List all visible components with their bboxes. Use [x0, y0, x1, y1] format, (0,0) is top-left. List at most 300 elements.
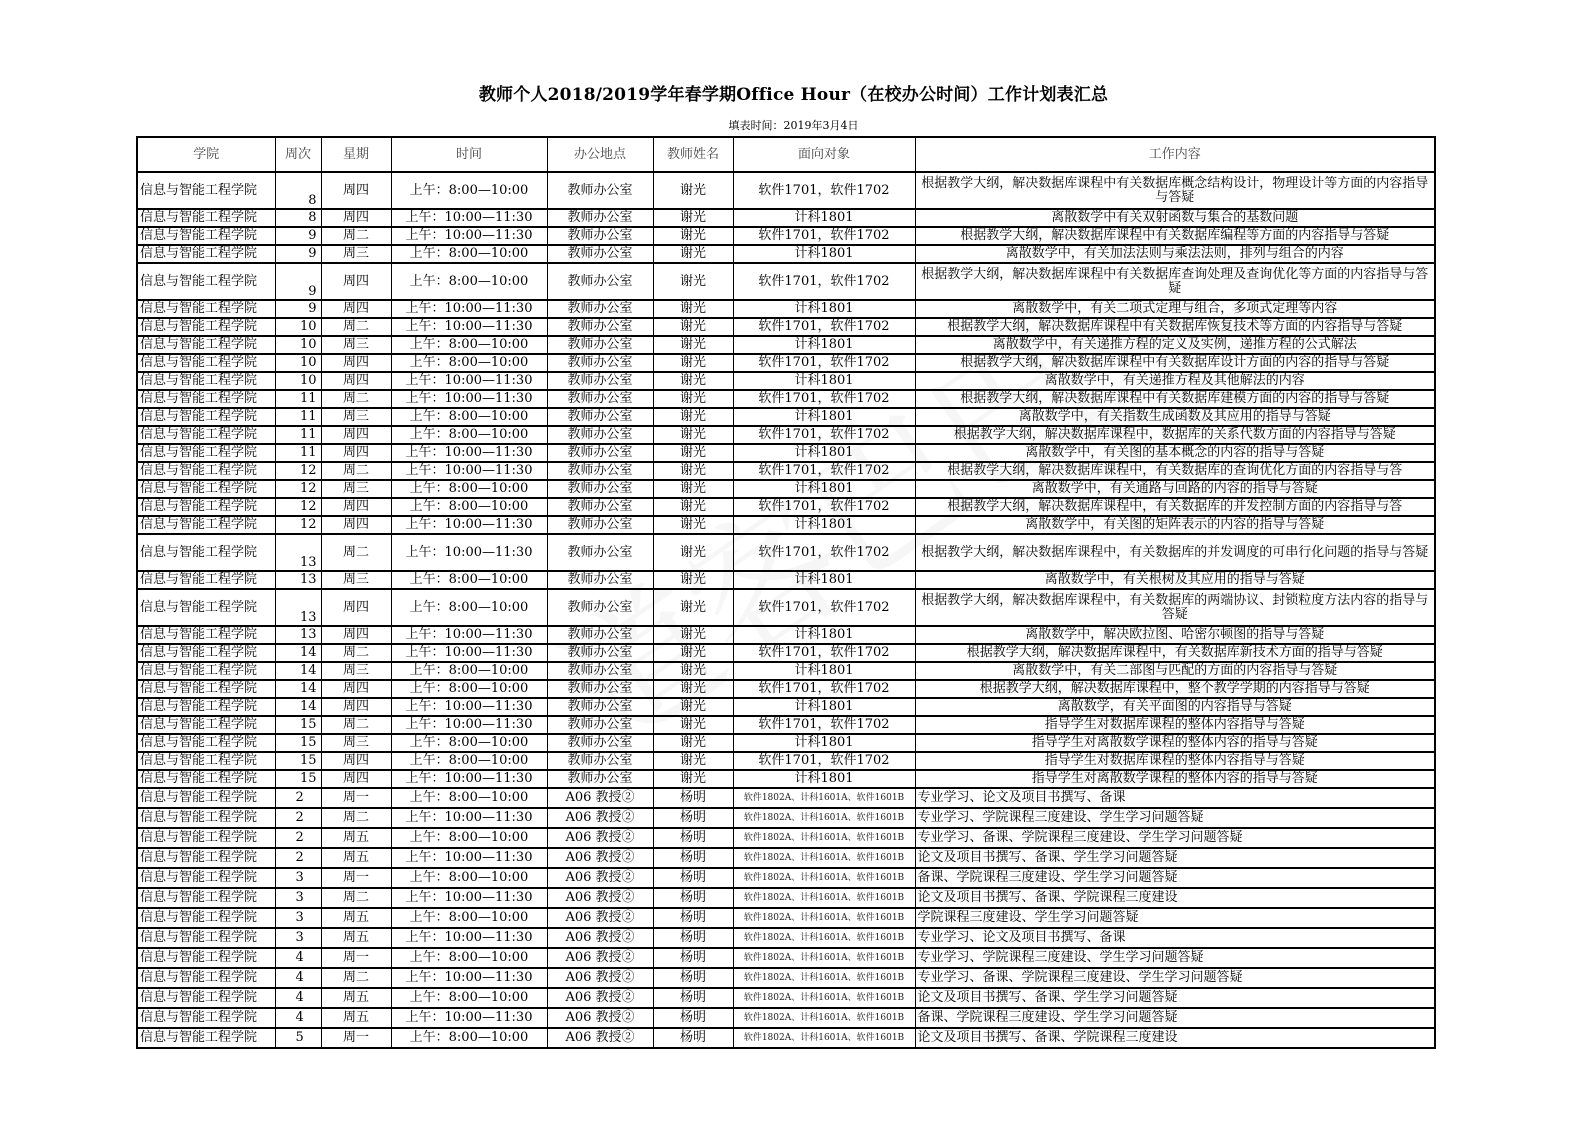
- cell-audience: 软件1701，软件1702: [733, 227, 915, 245]
- cell-audience: 软件1701，软件1702: [733, 390, 915, 408]
- table-row: [137, 462, 1435, 480]
- cell-audience: 软件1701，软件1702: [733, 172, 915, 209]
- cell-college: 信息与智能工程学院: [137, 480, 275, 498]
- cell-week: 14: [275, 662, 321, 680]
- table-row: [137, 498, 1435, 516]
- cell-teacher: 谢光: [653, 734, 733, 752]
- cell-week: 12: [275, 498, 321, 516]
- header-week: 周次: [275, 137, 321, 172]
- cell-teacher: 谢光: [653, 644, 733, 662]
- cell-location: 教师办公室: [547, 498, 653, 516]
- cell-teacher: 杨明: [653, 1008, 733, 1028]
- cell-content: 根据教学大纲，解决数据库课程中有关数据库编程等方面的内容指导与答疑: [915, 227, 1435, 245]
- cell-content: 离散数学中，有关通路与回路的内容的指导与答疑: [915, 480, 1435, 498]
- cell-location: A06 教授②: [547, 1008, 653, 1028]
- cell-week: 3: [275, 868, 321, 888]
- cell-time: 上午：8:00—10:00: [391, 354, 547, 372]
- cell-location: 教师办公室: [547, 752, 653, 770]
- cell-location: 教师办公室: [547, 227, 653, 245]
- table-row: [137, 868, 1435, 888]
- cell-audience: 计科1801: [733, 734, 915, 752]
- cell-college: 信息与智能工程学院: [137, 698, 275, 716]
- cell-weekday: 周二: [321, 534, 391, 571]
- cell-teacher: 杨明: [653, 928, 733, 948]
- cell-college: 信息与智能工程学院: [137, 734, 275, 752]
- cell-week: 12: [275, 516, 321, 534]
- cell-weekday: 周四: [321, 626, 391, 644]
- cell-time: 上午：10:00—11:30: [391, 968, 547, 988]
- cell-time: 上午：10:00—11:30: [391, 534, 547, 571]
- cell-weekday: 周五: [321, 1008, 391, 1028]
- table-row: [137, 336, 1435, 354]
- cell-week: 13: [275, 571, 321, 589]
- cell-teacher: 谢光: [653, 300, 733, 318]
- page-title: 教师个人2018/2019学年春学期Office Hour（在校办公时间）工作计划表汇总: [478, 85, 1109, 105]
- cell-college: 信息与智能工程学院: [137, 263, 275, 300]
- cell-weekday: 周四: [321, 770, 391, 788]
- cell-time: 上午：10:00—11:30: [391, 808, 547, 828]
- table-row: [137, 209, 1435, 227]
- cell-teacher: 杨明: [653, 868, 733, 888]
- table-row: [137, 848, 1435, 868]
- cell-weekday: 周二: [321, 808, 391, 828]
- table-row: [137, 444, 1435, 462]
- cell-college: 信息与智能工程学院: [137, 626, 275, 644]
- cell-content: 离散数学中，解决欧拉图、哈密尔顿图的指导与答疑: [915, 626, 1435, 644]
- cell-week: 2: [275, 788, 321, 808]
- cell-location: 教师办公室: [547, 716, 653, 734]
- cell-audience: 计科1801: [733, 209, 915, 227]
- cell-weekday: 周五: [321, 988, 391, 1008]
- table-row: [137, 300, 1435, 318]
- cell-location: 教师办公室: [547, 734, 653, 752]
- cell-location: A06 教授②: [547, 988, 653, 1008]
- cell-time: 上午：10:00—11:30: [391, 390, 547, 408]
- table-row: [137, 589, 1435, 626]
- cell-week: 2: [275, 848, 321, 868]
- cell-time: 上午：10:00—11:30: [391, 716, 547, 734]
- table-row: [137, 354, 1435, 372]
- table-row: [137, 227, 1435, 245]
- table-row: [137, 716, 1435, 734]
- cell-college: 信息与智能工程学院: [137, 390, 275, 408]
- cell-content: 离散数学中，有关根树及其应用的指导与答疑: [915, 571, 1435, 589]
- cell-weekday: 周三: [321, 662, 391, 680]
- cell-time: 上午：10:00—11:30: [391, 462, 547, 480]
- cell-week: 11: [275, 408, 321, 426]
- table-row: [137, 1008, 1435, 1028]
- cell-teacher: 谢光: [653, 390, 733, 408]
- cell-college: 信息与智能工程学院: [137, 888, 275, 908]
- cell-week: 11: [275, 444, 321, 462]
- cell-weekday: 周二: [321, 644, 391, 662]
- cell-content: 专业学习、备课、学院课程三度建设、学生学习问题答疑: [915, 828, 1435, 848]
- cell-week: 4: [275, 1008, 321, 1028]
- cell-time: 上午：8:00—10:00: [391, 408, 547, 426]
- cell-teacher: 谢光: [653, 408, 733, 426]
- cell-audience: 计科1801: [733, 408, 915, 426]
- cell-college: 信息与智能工程学院: [137, 498, 275, 516]
- cell-location: 教师办公室: [547, 644, 653, 662]
- cell-content: 离散数学中，有关递推方程的定义及实例，递推方程的公式解法: [915, 336, 1435, 354]
- cell-college: 信息与智能工程学院: [137, 318, 275, 336]
- table-row: [137, 426, 1435, 444]
- cell-week: 11: [275, 426, 321, 444]
- cell-weekday: 周一: [321, 788, 391, 808]
- cell-time: 上午：8:00—10:00: [391, 988, 547, 1008]
- cell-college: 信息与智能工程学院: [137, 300, 275, 318]
- cell-weekday: 周二: [321, 888, 391, 908]
- cell-college: 信息与智能工程学院: [137, 372, 275, 390]
- cell-content: 离散数学中，有关递推方程及其他解法的内容: [915, 372, 1435, 390]
- cell-college: 信息与智能工程学院: [137, 336, 275, 354]
- cell-week: 3: [275, 888, 321, 908]
- cell-week: 12: [275, 480, 321, 498]
- cell-time: 上午：10:00—11:30: [391, 770, 547, 788]
- cell-audience: 软件1802A、计科1601A、软件1601B: [733, 928, 915, 948]
- header-audience: 面向对象: [733, 137, 915, 172]
- cell-content: 专业学习、论文及项目书撰写、备课: [915, 928, 1435, 948]
- cell-content: 离散数学，有关平面图的内容指导与答疑: [915, 698, 1435, 716]
- table-row: [137, 948, 1435, 968]
- cell-location: A06 教授②: [547, 888, 653, 908]
- cell-time: 上午：10:00—11:30: [391, 626, 547, 644]
- cell-audience: 软件1802A、计科1601A、软件1601B: [733, 1028, 915, 1048]
- cell-week: 15: [275, 734, 321, 752]
- cell-location: 教师办公室: [547, 462, 653, 480]
- table-row: [137, 480, 1435, 498]
- cell-audience: 计科1801: [733, 571, 915, 589]
- cell-teacher: 杨明: [653, 908, 733, 928]
- cell-audience: 软件1802A、计科1601A、软件1601B: [733, 848, 915, 868]
- table-row: [137, 752, 1435, 770]
- cell-college: 信息与智能工程学院: [137, 209, 275, 227]
- cell-week: 10: [275, 372, 321, 390]
- cell-time: 上午：10:00—11:30: [391, 444, 547, 462]
- cell-teacher: 谢光: [653, 227, 733, 245]
- cell-college: 信息与智能工程学院: [137, 752, 275, 770]
- cell-weekday: 周三: [321, 245, 391, 263]
- cell-teacher: 杨明: [653, 1028, 733, 1048]
- cell-audience: 软件1802A、计科1601A、软件1601B: [733, 968, 915, 988]
- cell-teacher: 杨明: [653, 888, 733, 908]
- cell-college: 信息与智能工程学院: [137, 928, 275, 948]
- table-row: [137, 1028, 1435, 1048]
- cell-time: 上午：10:00—11:30: [391, 1008, 547, 1028]
- office-hour-table: [136, 136, 1436, 1049]
- cell-college: 信息与智能工程学院: [137, 828, 275, 848]
- cell-time: 上午：10:00—11:30: [391, 300, 547, 318]
- cell-week: 13: [275, 534, 321, 571]
- cell-content: 离散数学中，有关加法法则与乘法法则，排列与组合的内容: [915, 245, 1435, 263]
- table-row: [137, 534, 1435, 571]
- cell-college: 信息与智能工程学院: [137, 408, 275, 426]
- cell-teacher: 谢光: [653, 698, 733, 716]
- cell-teacher: 谢光: [653, 716, 733, 734]
- cell-time: 上午：8:00—10:00: [391, 245, 547, 263]
- cell-weekday: 周二: [321, 462, 391, 480]
- cell-college: 信息与智能工程学院: [137, 868, 275, 888]
- cell-week: 15: [275, 770, 321, 788]
- cell-teacher: 谢光: [653, 318, 733, 336]
- cell-college: 信息与智能工程学院: [137, 444, 275, 462]
- cell-weekday: 周五: [321, 828, 391, 848]
- cell-weekday: 周四: [321, 698, 391, 716]
- cell-location: 教师办公室: [547, 534, 653, 571]
- cell-weekday: 周三: [321, 336, 391, 354]
- cell-audience: 软件1701，软件1702: [733, 354, 915, 372]
- table-row: [137, 680, 1435, 698]
- table-row: [137, 968, 1435, 988]
- cell-content: 指导学生对离散数学课程的整体内容的指导与答疑: [915, 734, 1435, 752]
- cell-location: A06 教授②: [547, 908, 653, 928]
- cell-content: 专业学习、学院课程三度建设、学生学习问题答疑: [915, 948, 1435, 968]
- cell-teacher: 谢光: [653, 372, 733, 390]
- header-teacher: 教师姓名: [653, 137, 733, 172]
- cell-audience: 计科1801: [733, 300, 915, 318]
- cell-location: 教师办公室: [547, 662, 653, 680]
- cell-time: 上午：8:00—10:00: [391, 662, 547, 680]
- cell-week: 14: [275, 680, 321, 698]
- cell-location: 教师办公室: [547, 626, 653, 644]
- cell-week: 2: [275, 828, 321, 848]
- cell-teacher: 谢光: [653, 480, 733, 498]
- table-row: [137, 263, 1435, 300]
- cell-time: 上午：8:00—10:00: [391, 426, 547, 444]
- table-row: [137, 390, 1435, 408]
- cell-time: 上午：10:00—11:30: [391, 888, 547, 908]
- cell-audience: 软件1802A、计科1601A、软件1601B: [733, 1008, 915, 1028]
- cell-location: A06 教授②: [547, 928, 653, 948]
- cell-teacher: 谢光: [653, 662, 733, 680]
- table-header-row: [137, 137, 1435, 172]
- cell-content: 专业学习、学院课程三度建设、学生学习问题答疑: [915, 808, 1435, 828]
- cell-content: 根据教学大纲，解决数据库课程中有关数据库概念结构设计，物理设计等方面的内容指导与答疑: [915, 172, 1435, 209]
- cell-location: 教师办公室: [547, 372, 653, 390]
- table-row: [137, 245, 1435, 263]
- cell-weekday: 周一: [321, 1028, 391, 1048]
- cell-content: 根据教学大纲，解决数据库课程中，有关数据库新技术方面的指导与答疑: [915, 644, 1435, 662]
- cell-audience: 软件1701，软件1702: [733, 716, 915, 734]
- fill-date: 填表时间：2019年3月4日: [728, 119, 859, 132]
- cell-week: 2: [275, 808, 321, 828]
- cell-location: 教师办公室: [547, 336, 653, 354]
- cell-teacher: 谢光: [653, 462, 733, 480]
- cell-audience: 软件1701，软件1702: [733, 498, 915, 516]
- header-college: 学院: [137, 137, 275, 172]
- cell-audience: 软件1701，软件1702: [733, 644, 915, 662]
- cell-content: 离散数学中，有关二项式定理与组合，多项式定理等内容: [915, 300, 1435, 318]
- cell-weekday: 周一: [321, 948, 391, 968]
- cell-week: 10: [275, 354, 321, 372]
- cell-content: 根据教学大纲，解决数据库课程中有关数据库恢复技术等方面的内容指导与答疑: [915, 318, 1435, 336]
- table-row: [137, 408, 1435, 426]
- cell-content: 离散数学中有关双射函数与集合的基数问题: [915, 209, 1435, 227]
- cell-week: 10: [275, 336, 321, 354]
- cell-college: 信息与智能工程学院: [137, 516, 275, 534]
- cell-location: A06 教授②: [547, 788, 653, 808]
- cell-audience: 软件1701，软件1702: [733, 263, 915, 300]
- cell-content: 论文及项目书撰写、备课、学生学习问题答疑: [915, 848, 1435, 868]
- cell-time: 上午：10:00—11:30: [391, 209, 547, 227]
- cell-audience: 计科1801: [733, 770, 915, 788]
- cell-content: 根据教学大纲，解决数据库课程中，有关数据库的并发调度的可串行化问题的指导与答疑: [915, 534, 1435, 571]
- cell-college: 信息与智能工程学院: [137, 716, 275, 734]
- cell-time: 上午：8:00—10:00: [391, 868, 547, 888]
- table-row: [137, 516, 1435, 534]
- cell-location: 教师办公室: [547, 426, 653, 444]
- cell-week: 11: [275, 390, 321, 408]
- cell-week: 8: [275, 209, 321, 227]
- cell-weekday: 周三: [321, 408, 391, 426]
- cell-time: 上午：10:00—11:30: [391, 227, 547, 245]
- cell-location: 教师办公室: [547, 770, 653, 788]
- cell-college: 信息与智能工程学院: [137, 534, 275, 571]
- cell-audience: 计科1801: [733, 336, 915, 354]
- cell-weekday: 周二: [321, 716, 391, 734]
- cell-location: A06 教授②: [547, 968, 653, 988]
- cell-content: 论文及项目书撰写、备课、学院课程三度建设: [915, 1028, 1435, 1048]
- cell-teacher: 谢光: [653, 426, 733, 444]
- table-row: [137, 808, 1435, 828]
- table-row: [137, 372, 1435, 390]
- cell-weekday: 周四: [321, 680, 391, 698]
- cell-time: 上午：10:00—11:30: [391, 516, 547, 534]
- cell-week: 5: [275, 1028, 321, 1048]
- cell-week: 3: [275, 928, 321, 948]
- cell-week: 12: [275, 462, 321, 480]
- cell-teacher: 谢光: [653, 571, 733, 589]
- cell-audience: 软件1701，软件1702: [733, 589, 915, 626]
- table-row: [137, 644, 1435, 662]
- cell-weekday: 周三: [321, 480, 391, 498]
- cell-content: 论文及项目书撰写、备课、学院课程三度建设: [915, 888, 1435, 908]
- table-row: [137, 908, 1435, 928]
- cell-content: 根据教学大纲，解决数据库课程中，有关数据库的两端协议、封锁粒度方法内容的指导与答疑: [915, 589, 1435, 626]
- cell-time: 上午：10:00—11:30: [391, 928, 547, 948]
- cell-audience: 软件1701，软件1702: [733, 462, 915, 480]
- table-row: [137, 734, 1435, 752]
- cell-audience: 软件1701，软件1702: [733, 318, 915, 336]
- cell-weekday: 周三: [321, 734, 391, 752]
- cell-weekday: 周二: [321, 968, 391, 988]
- cell-time: 上午：8:00—10:00: [391, 480, 547, 498]
- header-weekday: 星期: [321, 137, 391, 172]
- cell-time: 上午：8:00—10:00: [391, 788, 547, 808]
- cell-teacher: 杨明: [653, 808, 733, 828]
- cell-weekday: 周四: [321, 263, 391, 300]
- cell-teacher: 谢光: [653, 444, 733, 462]
- cell-content: 根据教学大纲，解决数据库课程中有关数据库设计方面的内容的指导与答疑: [915, 354, 1435, 372]
- cell-week: 3: [275, 908, 321, 928]
- cell-audience: 计科1801: [733, 245, 915, 263]
- cell-week: 8: [275, 172, 321, 209]
- cell-week: 4: [275, 948, 321, 968]
- cell-time: 上午：8:00—10:00: [391, 263, 547, 300]
- cell-weekday: 周四: [321, 300, 391, 318]
- cell-location: A06 教授②: [547, 1028, 653, 1048]
- cell-content: 离散数学中，有关二部图与匹配的方面的内容指导与答疑: [915, 662, 1435, 680]
- cell-teacher: 谢光: [653, 770, 733, 788]
- cell-teacher: 谢光: [653, 354, 733, 372]
- cell-college: 信息与智能工程学院: [137, 948, 275, 968]
- table-row: [137, 928, 1435, 948]
- cell-teacher: 谢光: [653, 626, 733, 644]
- cell-location: 教师办公室: [547, 318, 653, 336]
- cell-college: 信息与智能工程学院: [137, 788, 275, 808]
- table-row: [137, 626, 1435, 644]
- cell-content: 专业学习、备课、学院课程三度建设、学生学习问题答疑: [915, 968, 1435, 988]
- cell-weekday: 周四: [321, 354, 391, 372]
- cell-audience: 软件1701，软件1702: [733, 680, 915, 698]
- cell-college: 信息与智能工程学院: [137, 848, 275, 868]
- cell-college: 信息与智能工程学院: [137, 680, 275, 698]
- cell-teacher: 谢光: [653, 589, 733, 626]
- cell-weekday: 周四: [321, 589, 391, 626]
- cell-college: 信息与智能工程学院: [137, 227, 275, 245]
- table-body: [137, 172, 1435, 1048]
- cell-weekday: 周四: [321, 209, 391, 227]
- cell-time: 上午：8:00—10:00: [391, 752, 547, 770]
- cell-content: 论文及项目书撰写、备课、学生学习问题答疑: [915, 988, 1435, 1008]
- cell-weekday: 周三: [321, 571, 391, 589]
- cell-location: 教师办公室: [547, 698, 653, 716]
- cell-location: 教师办公室: [547, 354, 653, 372]
- cell-content: 根据教学大纲，解决数据库课程中，数据库的关系代数方面的内容指导与答疑: [915, 426, 1435, 444]
- cell-teacher: 谢光: [653, 534, 733, 571]
- cell-location: 教师办公室: [547, 408, 653, 426]
- cell-audience: 软件1701，软件1702: [733, 534, 915, 571]
- cell-college: 信息与智能工程学院: [137, 172, 275, 209]
- cell-content: 备课、学院课程三度建设、学生学习问题答疑: [915, 1008, 1435, 1028]
- cell-content: 根据教学大纲，解决数据库课程中有关数据库建模方面的内容的指导与答疑: [915, 390, 1435, 408]
- cell-week: 13: [275, 626, 321, 644]
- cell-college: 信息与智能工程学院: [137, 571, 275, 589]
- cell-teacher: 谢光: [653, 680, 733, 698]
- cell-audience: 软件1802A、计科1601A、软件1601B: [733, 988, 915, 1008]
- cell-week: 14: [275, 698, 321, 716]
- cell-location: A06 教授②: [547, 848, 653, 868]
- cell-college: 信息与智能工程学院: [137, 426, 275, 444]
- cell-time: 上午：8:00—10:00: [391, 336, 547, 354]
- cell-college: 信息与智能工程学院: [137, 908, 275, 928]
- cell-teacher: 谢光: [653, 172, 733, 209]
- cell-content: 指导学生对数据库课程的整体内容指导与答疑: [915, 716, 1435, 734]
- cell-teacher: 谢光: [653, 336, 733, 354]
- cell-college: 信息与智能工程学院: [137, 462, 275, 480]
- cell-time: 上午：8:00—10:00: [391, 589, 547, 626]
- cell-time: 上午：10:00—11:30: [391, 644, 547, 662]
- cell-location: 教师办公室: [547, 480, 653, 498]
- cell-time: 上午：10:00—11:30: [391, 372, 547, 390]
- cell-audience: 软件1802A、计科1601A、软件1601B: [733, 788, 915, 808]
- table-row: [137, 988, 1435, 1008]
- table-row: [137, 698, 1435, 716]
- header-content: 工作内容: [915, 137, 1435, 172]
- table-row: [137, 788, 1435, 808]
- cell-week: 14: [275, 644, 321, 662]
- table-row: [137, 662, 1435, 680]
- cell-weekday: 周四: [321, 516, 391, 534]
- cell-location: 教师办公室: [547, 172, 653, 209]
- cell-content: 指导学生对离散数学课程的整体内容的指导与答疑: [915, 770, 1435, 788]
- cell-week: 13: [275, 589, 321, 626]
- cell-weekday: 周四: [321, 498, 391, 516]
- cell-audience: 计科1801: [733, 516, 915, 534]
- cell-location: 教师办公室: [547, 571, 653, 589]
- cell-week: 10: [275, 318, 321, 336]
- table-row: [137, 888, 1435, 908]
